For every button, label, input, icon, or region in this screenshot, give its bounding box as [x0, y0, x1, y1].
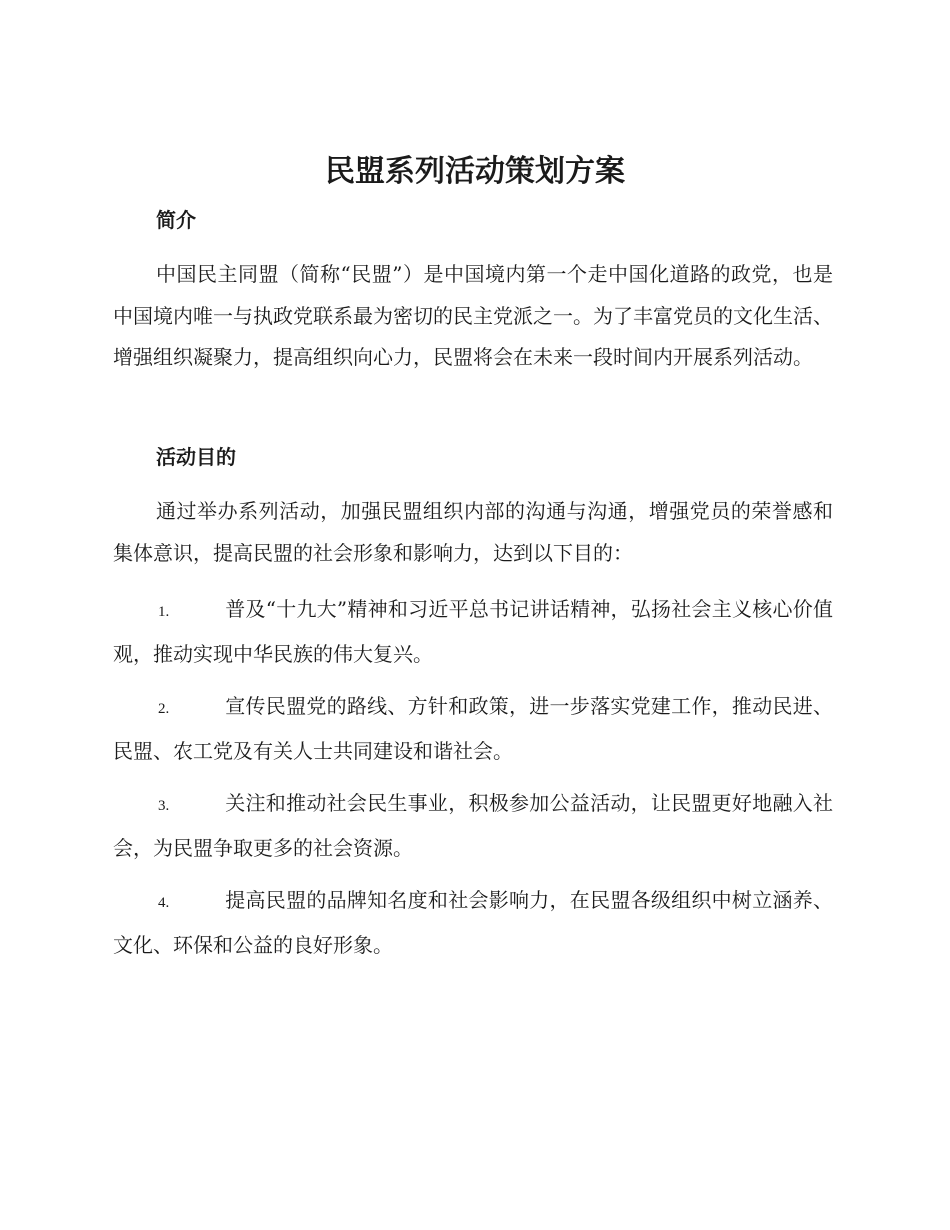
list-item-number: 3. [158, 798, 170, 814]
section-heading-intro: 简介 [156, 208, 196, 232]
section-heading-purpose: 活动目的 [156, 445, 236, 469]
purpose-list-item [113, 783, 833, 869]
purpose-list-item [113, 880, 833, 966]
document-title: 民盟系列活动策划方案 [325, 154, 625, 189]
purpose-list-item [113, 589, 833, 675]
list-item-number: 1. [158, 604, 170, 620]
list-item-text: 宣传民盟党的路线、方针和政策，进一步落实党建工作，推动民进、民盟、农工党及有关人士共同建设和谐社会。 [113, 694, 833, 763]
list-item-text: 关注和推动社会民生事业，积极参加公益活动，让民盟更好地融入社会，为民盟争取更多的社会资源。 [113, 791, 833, 860]
list-item-number: 2. [158, 701, 170, 717]
purpose-paragraph: 通过举办系列活动，加强民盟组织内部的沟通与沟通，增强党员的荣誉感和集体意识，提高民盟的社会形象和影响力，达到以下目的： [113, 499, 833, 565]
list-item-text: 普及“十九大”精神和习近平总书记讲话精神，弘扬社会主义核心价值观，推动实现中华民族的伟大复兴。 [113, 597, 833, 666]
list-item-number: 4. [158, 895, 170, 911]
list-item-text: 提高民盟的品牌知名度和社会影响力，在民盟各级组织中树立涵养、文化、环保和公益的良好形象。 [113, 888, 833, 957]
intro-paragraph: 中国民主同盟（简称“民盟”）是中国境内第一个走中国化道路的政党，也是中国境内唯一与执政党联系最为密切的民主党派之一。为了丰富党员的文化生活、增强组织凝聚力，提高组织向心力，民盟将会在未来一段时间内开展系列活动。 [113, 262, 833, 369]
purpose-list-item [113, 686, 833, 772]
